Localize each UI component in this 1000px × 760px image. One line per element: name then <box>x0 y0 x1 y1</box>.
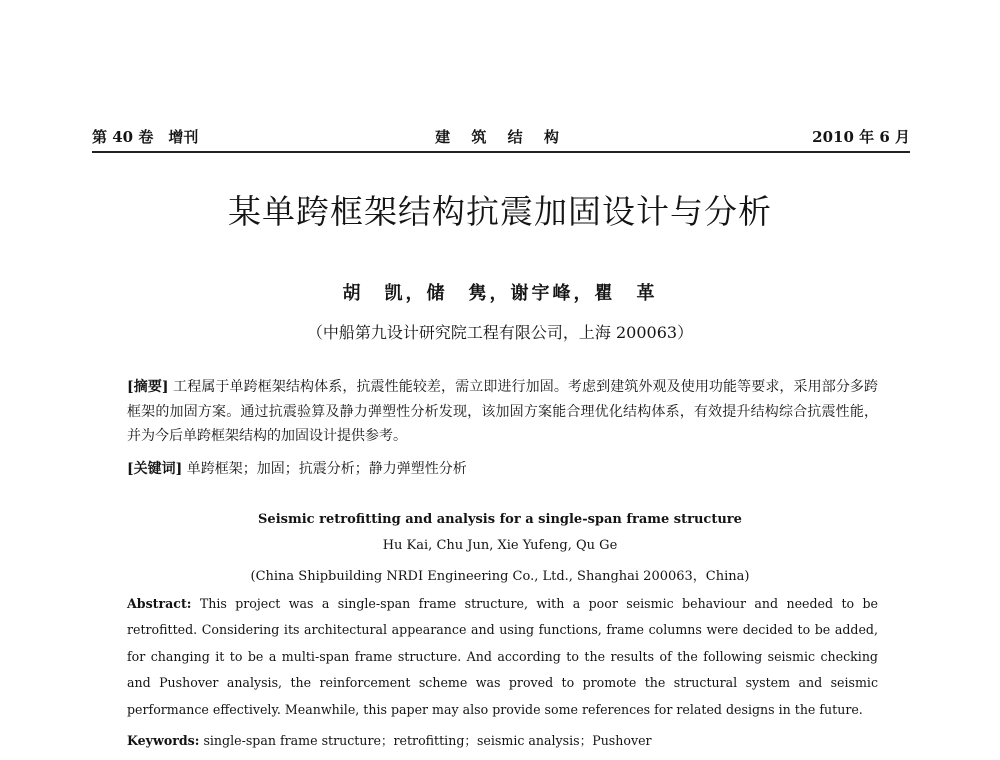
chinese-abstract <box>127 375 878 449</box>
chinese-abstract-label: [摘要] <box>127 379 169 395</box>
publication-date: 2010 年 6 月 <box>812 128 910 146</box>
english-authors: Hu Kai, Chu Jun, Xie Yufeng, Qu Ge <box>382 538 618 553</box>
english-title: Seismic retrofitting and analysis for a single-span frame structure <box>258 512 742 527</box>
english-keywords-label: Keywords: <box>127 733 200 748</box>
chinese-abstract-text: 工程属于单跨框架结构体系，抗震性能较差，需立即进行加固。考虑到建筑外观及使用功能等要求，采用部分多跨框架的加固方案。通过抗震验算及静力弹塑性分析发现，该加固方案能合理优化结构体系，有效提升结构综合抗震性能，并为今后单跨框架结构的加固设计提供参考。 <box>127 379 879 444</box>
english-abstract-text: This project was a single-span frame structure, with a poor seismic behaviour and needed to be retrofitted. Considering its architectural appearance and using functions, frame columns were decided to be added, for changing it to be a multi-span frame structure. And according to the results of the following seismic checking and Pushover analysis, the reinforcement scheme was proved to promote the structural system and seismic performance effectively. Meanwhile, this paper may also provide some references for related designs in the future. <box>127 596 878 717</box>
english-keywords-text: single-span frame structure；retrofitting；seismic analysis；Pushover <box>203 733 652 748</box>
chinese-title: 某单跨框架结构抗震加固设计与分析 <box>228 192 772 231</box>
chinese-affiliation: （中船第九设计研究院工程有限公司，上海 200063） <box>306 323 694 342</box>
english-abstract <box>127 591 878 723</box>
english-affiliation: (China Shipbuilding NRDI Engineering Co., Ltd., Shanghai 200063，China) <box>250 569 750 584</box>
volume-issue: 第 40 卷 增刊 <box>92 128 199 146</box>
english-keywords <box>127 731 878 751</box>
chinese-keywords-text: 单跨框架；加固；抗震分析；静力弹塑性分析 <box>186 461 467 477</box>
journal-name: 建 筑 结 构 <box>435 128 567 146</box>
chinese-keywords-label: [关键词] <box>127 461 183 477</box>
header-divider <box>92 151 910 153</box>
english-abstract-label: Abstract: <box>127 596 192 611</box>
running-header <box>92 126 910 150</box>
chinese-authors: 胡 凯，储 隽，谢宇峰，瞿 革 <box>342 283 658 304</box>
chinese-keywords <box>127 458 878 480</box>
